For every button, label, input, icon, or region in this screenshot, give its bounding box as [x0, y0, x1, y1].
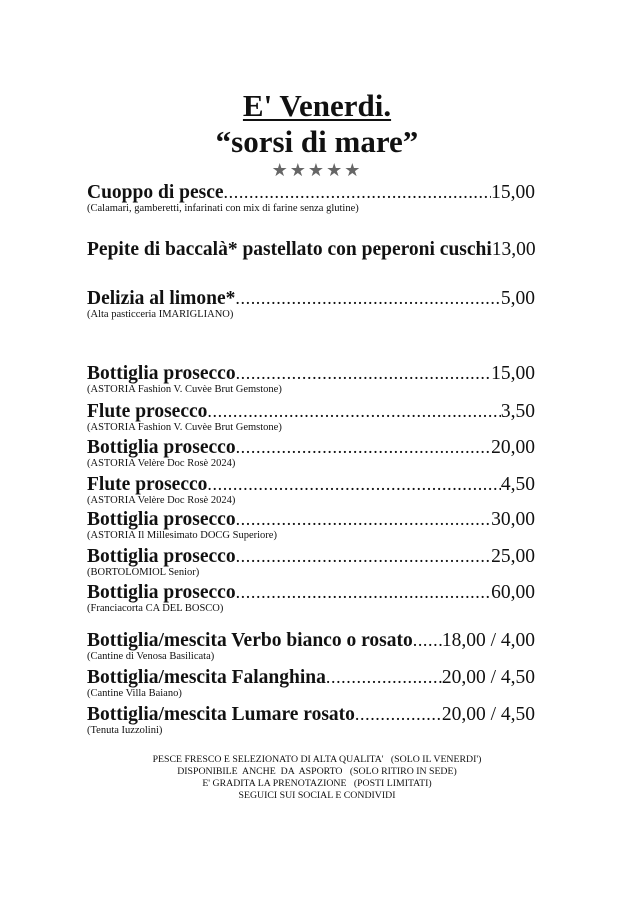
dot-leader — [355, 703, 442, 725]
dot-leader — [236, 436, 492, 458]
item-price: 20,00 / 4,50 — [441, 704, 535, 725]
menu-item — [87, 703, 535, 737]
menu-item-line — [87, 545, 535, 567]
item-price: 4,50 — [500, 474, 535, 495]
item-price: 18,00 / 4,00 — [441, 630, 535, 651]
menu-subtitle: “sorsi di mare” — [215, 124, 419, 159]
item-price: 13,00 — [491, 239, 536, 260]
menu-item — [87, 362, 535, 396]
footer-notes — [0, 754, 634, 802]
item-name: Bottiglia/mescita Falanghina — [87, 667, 326, 688]
footer-line: PESCE FRESCO E SELEZIONATO DI ALTA QUALITA' (SOLO IL VENERDI') — [152, 754, 482, 765]
menu-item — [87, 581, 535, 615]
menu-item-line — [87, 666, 535, 688]
dot-leader — [207, 473, 500, 495]
item-description: (Cantine di Venosa Basilicata) — [87, 651, 215, 662]
item-name: Flute prosecco — [87, 401, 208, 422]
footer-line: DISPONIBILE ANCHE DA ASPORTO (SOLO RITIRO IN SEDE) — [177, 766, 457, 777]
item-name: Pepite di baccalà* pastellato con peperoni cuschi — [87, 239, 492, 260]
dot-leader — [235, 287, 500, 309]
star-rating-icon: ★★★★★ — [271, 160, 363, 180]
menu-item-line — [87, 436, 535, 458]
item-name: Bottiglia prosecco — [87, 546, 236, 567]
menu-item — [87, 436, 535, 470]
dot-leader — [207, 400, 500, 422]
item-description: (ASTORIA Velère Doc Rosè 2024) — [87, 458, 236, 469]
item-price: 15,00 — [491, 182, 535, 203]
item-description: (Franciacorta CA DEL BOSCO) — [87, 603, 224, 614]
menu-item — [87, 400, 535, 434]
item-price: 20,00 — [491, 437, 535, 458]
item-description: (Tenuta Iuzzolini) — [87, 725, 163, 736]
dot-leader — [236, 545, 492, 567]
item-price: 60,00 — [491, 582, 535, 603]
menu-title: E' Venerdi. — [242, 88, 392, 123]
item-description: (Alta pasticceria IMARIGLIANO) — [87, 309, 234, 320]
menu-item-line — [87, 238, 535, 260]
item-price: 20,00 / 4,50 — [441, 667, 535, 688]
footer-line: E' GRADITA LA PRENOTAZIONE (POSTI LIMITATI) — [202, 778, 432, 789]
menu-item-line — [87, 703, 535, 725]
menu-item-line — [87, 362, 535, 384]
menu-item-line — [87, 400, 535, 422]
dot-leader — [224, 181, 492, 203]
item-price: 30,00 — [491, 509, 535, 530]
item-description: (ASTORIA Velère Doc Rosè 2024) — [87, 495, 236, 506]
item-price: 3,50 — [500, 401, 535, 422]
menu-item-line — [87, 473, 535, 495]
item-price: 15,00 — [491, 363, 535, 384]
menu-item — [87, 629, 535, 663]
item-name: Bottiglia prosecco — [87, 582, 236, 603]
menu-item-line — [87, 181, 535, 203]
menu-item-line — [87, 629, 535, 651]
item-description: (ASTORIA Il Millesimato DOCG Superiore) — [87, 530, 277, 541]
item-description: (ASTORIA Fashion V. Cuvèe Brut Gemstone) — [87, 422, 282, 433]
menu-item-line — [87, 287, 535, 309]
item-description: (Calamari, gamberetti, infarinati con mix di farine senza glutine) — [87, 203, 359, 214]
item-price: 5,00 — [500, 288, 535, 309]
menu-item-line — [87, 581, 535, 603]
dot-leader — [236, 581, 492, 603]
item-price: 25,00 — [491, 546, 535, 567]
item-description: (ASTORIA Fashion V. Cuvèe Brut Gemstone) — [87, 384, 282, 395]
menu-item — [87, 181, 535, 215]
item-name: Delizia al limone* — [87, 288, 236, 309]
item-name: Bottiglia prosecco — [87, 437, 236, 458]
dot-leader — [413, 629, 442, 651]
menu-item — [87, 666, 535, 700]
item-name: Flute prosecco — [87, 474, 208, 495]
item-name: Cuoppo di pesce — [87, 182, 224, 203]
dot-leader — [326, 666, 442, 688]
dot-leader — [236, 508, 492, 530]
menu-item — [87, 508, 535, 542]
footer-line: SEGUICI SUI SOCIAL E CONDIVIDI — [238, 790, 396, 801]
menu-item-line — [87, 508, 535, 530]
item-description: (BORTOLOMIOL Senior) — [87, 567, 200, 578]
menu-item — [87, 238, 535, 260]
item-name: Bottiglia/mescita Lumare rosato — [87, 704, 355, 725]
item-name: Bottiglia/mescita Verbo bianco o rosato — [87, 630, 413, 651]
menu-item — [87, 287, 535, 321]
item-name: Bottiglia prosecco — [87, 509, 236, 530]
item-description: (Cantine Villa Baiano) — [87, 688, 182, 699]
menu-item — [87, 473, 535, 507]
menu-item — [87, 545, 535, 579]
dot-leader — [236, 362, 492, 384]
item-name: Bottiglia prosecco — [87, 363, 236, 384]
